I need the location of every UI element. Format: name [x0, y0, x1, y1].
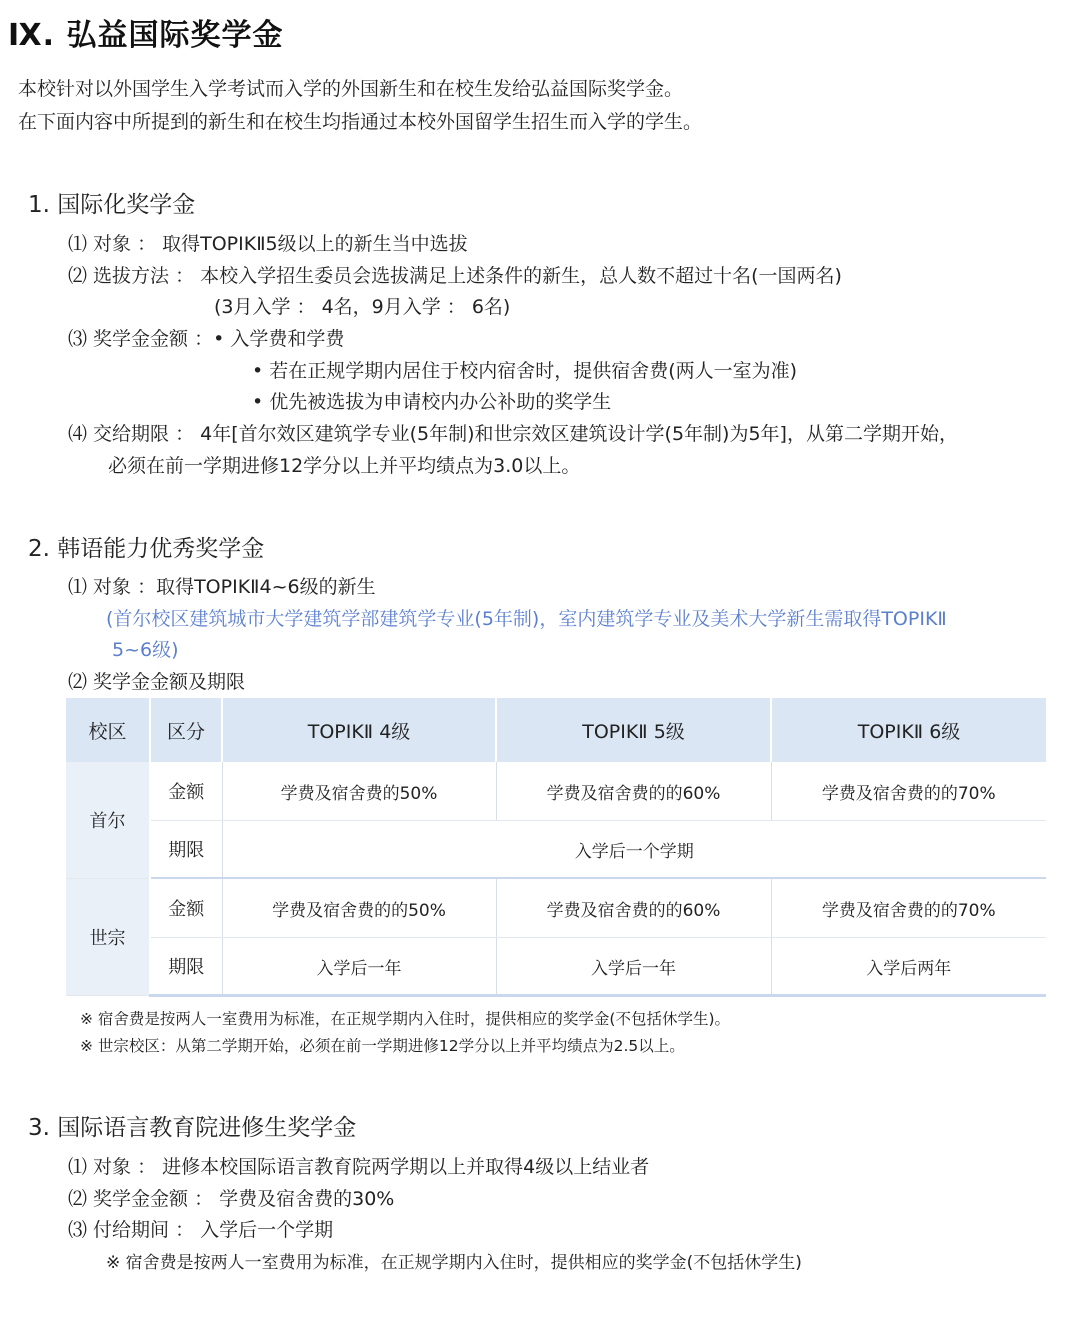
- sejong-period-6: 入学后两年: [771, 938, 1046, 996]
- campus-seoul: 首尔: [66, 762, 150, 878]
- s1-method: ⑵ 选拔方法 ： 本校入学招生委员会选拔满足上述条件的新生，总人数不超过十名(一国两名): [68, 265, 842, 287]
- table-row: [66, 878, 1046, 938]
- header-topik4: TOPIKⅡ 4级: [222, 698, 496, 762]
- s2-target-note-2: 5~6级): [112, 639, 179, 661]
- s2-amount-heading: ⑵ 奖学金金额及期限: [68, 671, 246, 693]
- s2-note-2: ※ 世宗校区：从第二学期开始，必须在前一学期进修12学分以上并平均绩点为2.5以上。: [80, 1037, 685, 1055]
- header-topik5: TOPIKⅡ 5级: [496, 698, 771, 762]
- sejong-period-4: 入学后一年: [222, 938, 496, 996]
- s3-item-2: ⑵ 奖学金金额 ： 学费及宿舍费的30%: [68, 1188, 395, 1210]
- section2-heading: 2. 韩语能力优秀奖学金: [28, 536, 265, 562]
- table-row: [66, 762, 1046, 821]
- s1-method-sub: (3月入学 ： 4名，9月入学 ： 6名): [214, 296, 511, 318]
- sejong-amount-4: 学费及宿舍费的的50%: [222, 878, 496, 938]
- table-header-row: [66, 698, 1046, 762]
- seoul-period-label: 期限: [150, 821, 222, 879]
- sejong-amount-5: 学费及宿舍费的的60%: [496, 878, 771, 938]
- seoul-period: 入学后一个学期: [222, 821, 1046, 879]
- campus-sejong: 世宗: [66, 878, 150, 996]
- s1-amount: ⑶ 奖学金金额 ：• 入学费和学费: [68, 328, 345, 350]
- sejong-period-5: 入学后一年: [496, 938, 771, 996]
- header-type: 区分: [150, 698, 222, 762]
- s1-period: ⑷ 交给期限 ： 4年[首尔效区建筑学专业(5年制)和世宗效区建筑设计学(5年制)为5年]，从第二学期开始，: [68, 423, 958, 445]
- sejong-amount-6: 学费及宿舍费的的70%: [771, 878, 1046, 938]
- sejong-amount-label: 金额: [150, 878, 222, 938]
- s1-amount-bullet-2: • 若在正规学期内居住于校内宿舍时，提供宿舍费(两人一室为准): [252, 360, 798, 382]
- table-row: [66, 821, 1046, 879]
- section3-heading: 3. 国际语言教育院进修生奖学金: [28, 1115, 357, 1141]
- s1-amount-bullet-3: • 优先被选拔为申请校内办公补助的奖学生: [252, 391, 612, 413]
- section1-heading: 1. 国际化奖学金: [28, 192, 196, 218]
- page-title: Ⅸ. 弘益国际奖学金: [8, 18, 284, 53]
- header-campus: 校区: [66, 698, 150, 762]
- scholarship-table: [66, 698, 1046, 997]
- table-row: [66, 938, 1046, 996]
- seoul-amount-4: 学费及宿舍费的50%: [222, 762, 496, 821]
- s2-target-note-1: (首尔校区建筑城市大学建筑学部建筑学专业(5年制)，室内建筑学专业及美术大学新生需取得TOPIKⅡ: [106, 608, 947, 630]
- s3-item-3: ⑶ 付给期间 ： 入学后一个学期: [68, 1219, 334, 1241]
- sejong-period-label: 期限: [150, 938, 222, 996]
- intro-line-2: 在下面内容中所提到的新生和在校生均指通过本校外国留学生招生而入学的学生。: [18, 111, 703, 133]
- seoul-amount-label: 金额: [150, 762, 222, 821]
- header-topik6: TOPIKⅡ 6级: [771, 698, 1046, 762]
- seoul-amount-5: 学费及宿舍费的的60%: [496, 762, 771, 821]
- s1-period-sub: 必须在前一学期进修12学分以上并平均绩点为3.0以上。: [108, 455, 581, 477]
- s3-note: ※ 宿舍费是按两人一室费用为标准，在正规学期内入住时，提供相应的奖学金(不包括休学生): [106, 1253, 802, 1273]
- s1-target: ⑴ 对象 ： 取得TOPIKⅡ5级以上的新生当中选拔: [68, 233, 468, 255]
- seoul-amount-6: 学费及宿舍费的的70%: [771, 762, 1046, 821]
- intro-line-1: 本校针对以外国学生入学考试而入学的外国新生和在校生发给弘益国际奖学金。: [18, 78, 684, 100]
- s2-target: ⑴ 对象 ：取得TOPIKⅡ4~6级的新生: [68, 576, 376, 598]
- s2-note-1: ※ 宿舍费是按两人一室费用为标准，在正规学期内入住时，提供相应的奖学金(不包括休学生)。: [80, 1010, 731, 1028]
- s3-item-1: ⑴ 对象 ： 进修本校国际语言教育院两学期以上并取得4级以上结业者: [68, 1156, 650, 1178]
